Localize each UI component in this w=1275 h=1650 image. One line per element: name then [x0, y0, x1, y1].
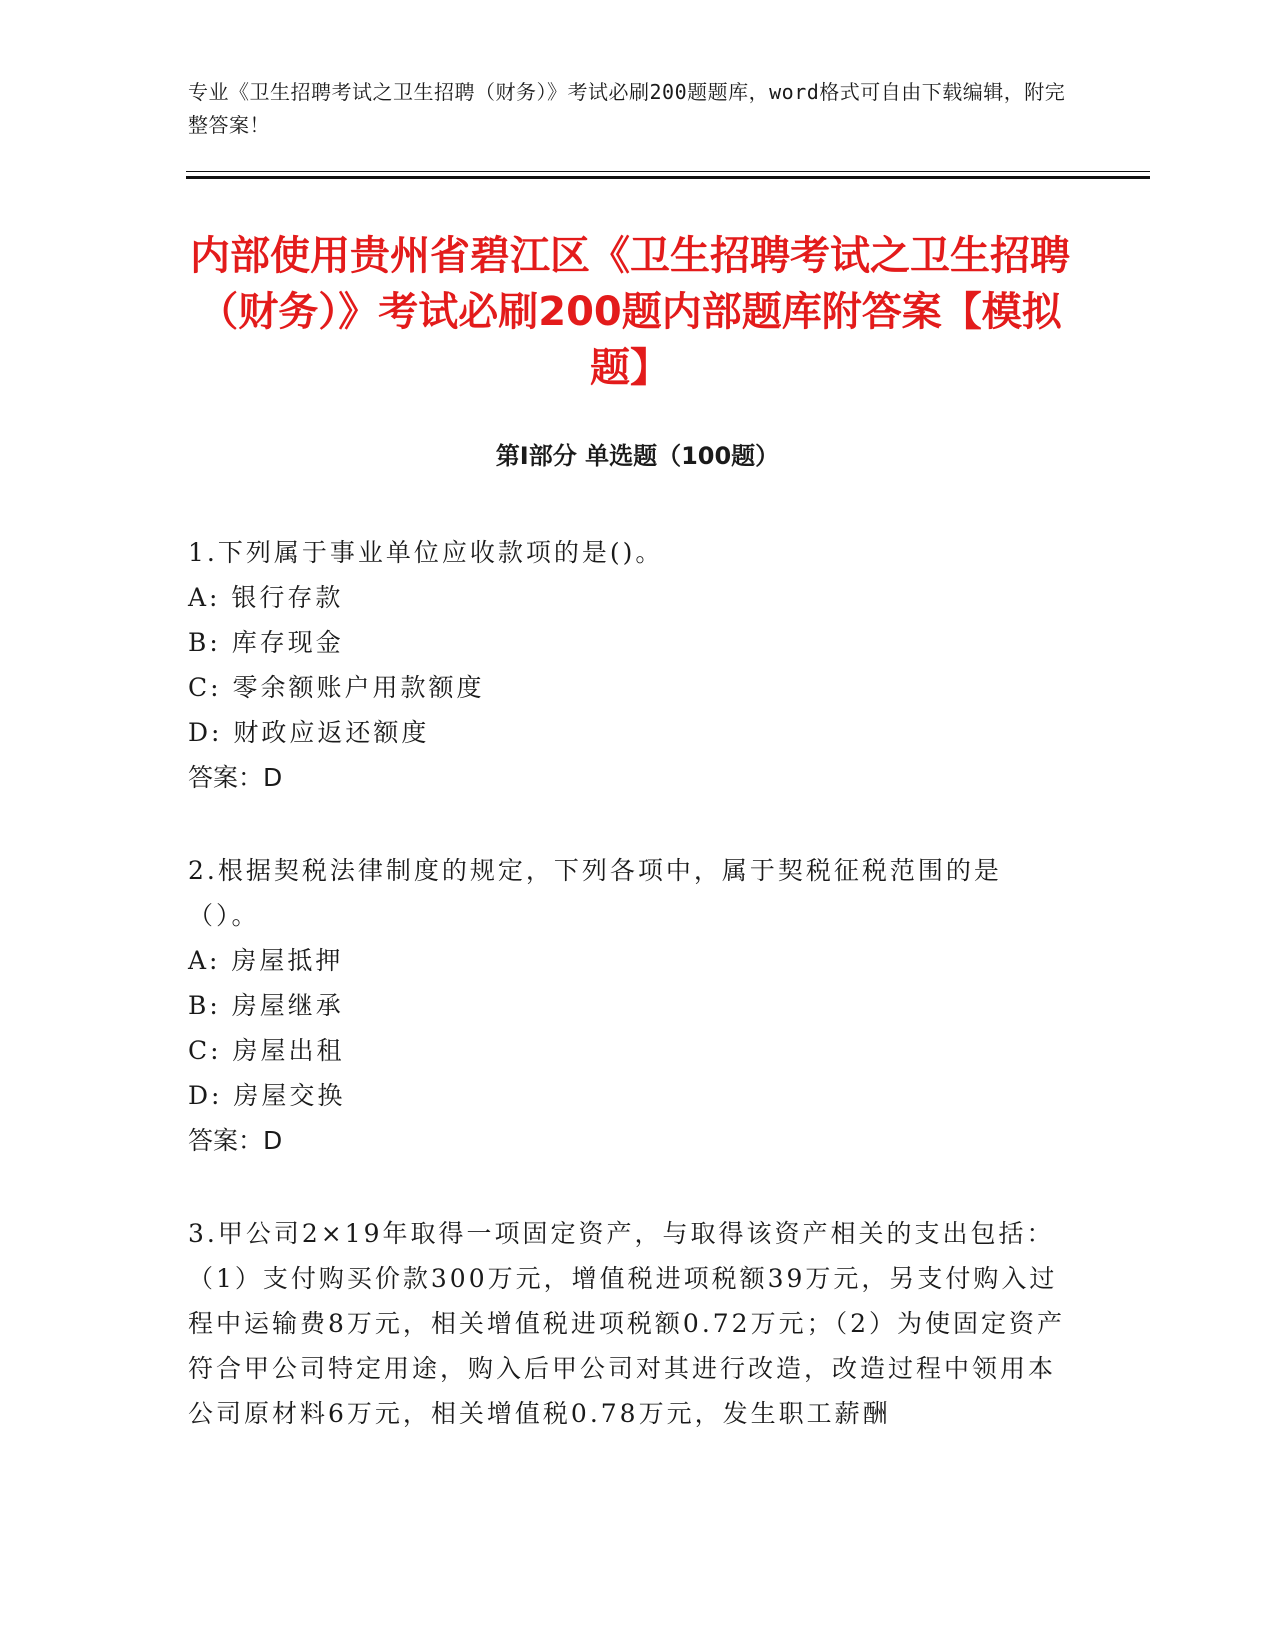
option-c: C: 房屋出租	[188, 1036, 345, 1065]
header-divider-thick	[186, 176, 1150, 179]
option-d: D: 房屋交换	[188, 1081, 346, 1110]
question-stem: 3.甲公司2×19年取得一项固定资产，与取得该资产相关的支出包括：（1）支付购买价款300万元，增值税进项税额39万元，另支付购入过程中运输费8万元，相关增值税进项税额0.72万元；（2）为使固定资产符合甲公司特定用途，购入后甲公司对其进行改造，改造过程中领用本公司原材料6万元，相关增值税0.78万元，发生职工薪酬	[188, 1219, 1065, 1428]
question-3	[188, 1211, 1068, 1436]
option-b: B: 房屋继承	[188, 991, 344, 1020]
question-stem: 2.根据契税法律制度的规定，下列各项中，属于契税征税范围的是（）。	[188, 856, 1002, 930]
option-d: D: 财政应返还额度	[188, 718, 430, 747]
question-1	[188, 530, 1068, 800]
option-a: A: 银行存款	[188, 583, 344, 612]
answer: 答案：D	[188, 763, 283, 792]
header-divider-thin	[186, 171, 1150, 172]
section-heading: 第I部分 单选题（100题）	[495, 442, 780, 470]
option-b: B: 库存现金	[188, 628, 344, 657]
question-stem: 1.下列属于事业单位应收款项的是()。	[188, 538, 664, 567]
document-title: 内部使用贵州省碧江区《卫生招聘考试之卫生招聘（财务）》考试必刷200题内部题库附答案【模拟题】	[190, 233, 1070, 391]
header-note: 专业《卫生招聘考试之卫生招聘（财务）》考试必刷200题题库，word格式可自由下载编辑，附完整答案！	[188, 80, 1066, 137]
answer: 答案：D	[188, 1126, 283, 1155]
question-list	[188, 530, 1068, 1484]
question-2	[188, 848, 1068, 1163]
option-c: C: 零余额账户用款额度	[188, 673, 485, 702]
option-a: A: 房屋抵押	[188, 946, 344, 975]
